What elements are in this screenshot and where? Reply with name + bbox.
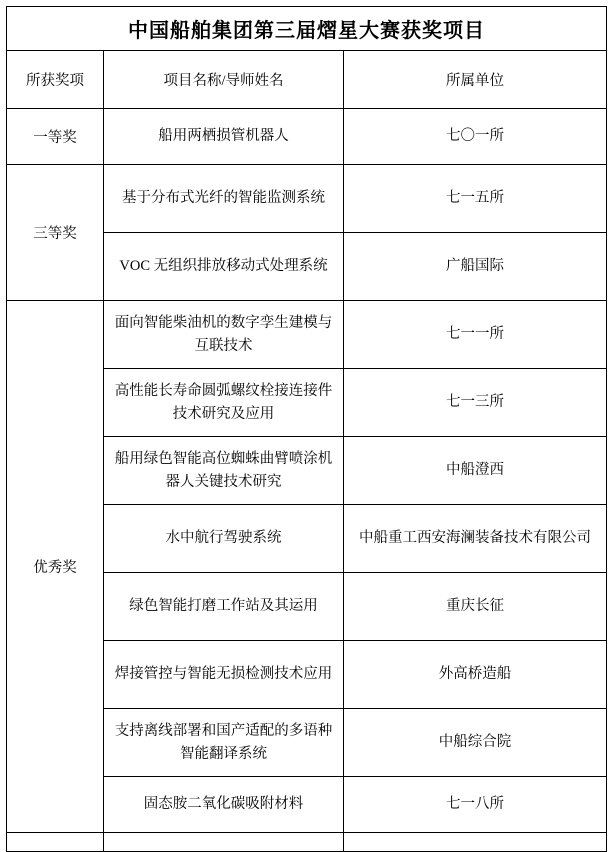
project-name: 固态胺二氧化碳吸附材料 [104,777,344,833]
column-header-award: 所获奖项 [7,51,104,109]
table-body [7,7,607,852]
project-unit: 中船重工西安海澜装备技术有限公司 [344,505,607,573]
project-name: 面向智能柴油机的数字孪生建模与互联技术 [104,301,344,369]
project-name: 船用绿色智能高位蜘蛛曲臂喷涂机器人关键技术研究 [104,437,344,505]
project-name: 基于分布式光纤的智能监测系统 [104,165,344,233]
project-name: VOC 无组织排放移动式处理系统 [104,233,344,301]
column-header-project: 项目名称/导师姓名 [104,51,344,109]
project-unit: 七一一所 [344,301,607,369]
title-row [7,7,607,51]
table-row [7,109,607,165]
project-unit: 七一五所 [344,165,607,233]
project-unit: 七一八所 [344,777,607,833]
project-unit: 广船国际 [344,233,607,301]
table-row [7,165,607,233]
award-grade: 一等奖 [7,109,104,165]
table-row-partial [7,833,607,852]
project-name: 船用两栖损管机器人 [104,109,344,165]
project-unit: 中船综合院 [344,709,607,777]
project-unit: 七一三所 [344,369,607,437]
project-name: 水中航行驾驶系统 [104,505,344,573]
project-unit: 七〇一所 [344,109,607,165]
award-grade: 优秀奖 [7,301,104,833]
project-unit: 重庆长征 [344,573,607,641]
project-unit: 外高桥造船 [344,641,607,709]
award-grade: 三等奖 [7,165,104,301]
document-title: 中国船舶集团第三届熠星大赛获奖项目 [7,7,607,51]
award-grade-partial [7,833,104,852]
header-row [7,51,607,109]
award-table [6,6,607,852]
project-unit-partial [344,833,607,852]
project-name: 焊接管控与智能无损检测技术应用 [104,641,344,709]
project-name: 高性能长寿命圆弧螺纹栓接连接件技术研究及应用 [104,369,344,437]
project-unit: 中船澄西 [344,437,607,505]
project-name: 绿色智能打磨工作站及其运用 [104,573,344,641]
column-header-unit: 所属单位 [344,51,607,109]
table-row [7,301,607,369]
project-name: 支持离线部署和国产适配的多语种智能翻译系统 [104,709,344,777]
project-name-partial [104,833,344,852]
